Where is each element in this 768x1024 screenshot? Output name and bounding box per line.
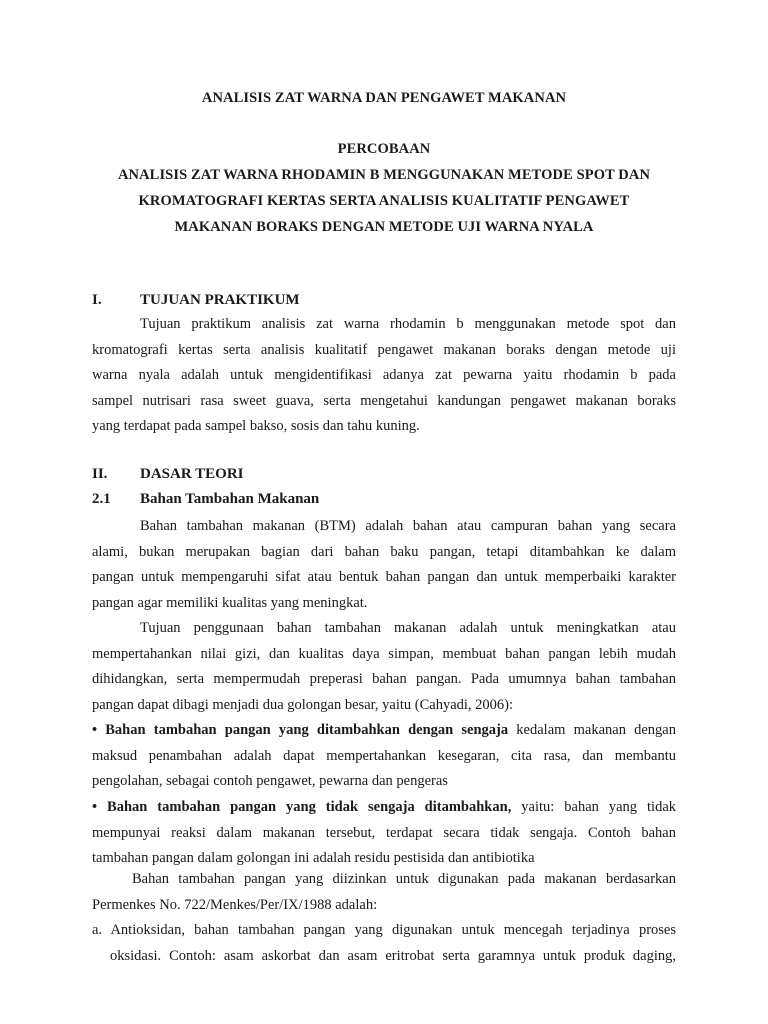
text-line: a. Antioksidan, bahan tambahan pangan yang digunakan untuk mencegah terjadinya proses [92,922,676,938]
text-line: maksud penambahan adalah dapat mempertahankan kesegaran, cita rasa, dan membantu [92,747,676,764]
bullet-item-sengaja [92,718,676,795]
document-title: ANALISIS ZAT WARNA DAN PENGAWET MAKANAN [201,90,567,106]
bullet-bold-text: • Bahan tambahan pangan yang tidak sengaja ditambahkan, [92,799,512,815]
text-line: Tujuan praktikum analisis zat warna rhodamin b menggunakan metode spot dan [140,316,676,332]
subsection-label: Bahan Tambahan Makanan [140,491,320,507]
text-line: sampel nutrisari rasa sweet guava, serta mengetahui kandungan pengawet makanan boraks [92,392,676,409]
text-line [92,718,676,744]
bullet-text: yaitu: bahan yang tidak [511,799,677,815]
text-line: Permenkes No. 722/Menkes/Per/IX/1988 adalah: [92,896,378,913]
list-item-antioksidan [92,918,676,969]
text-line: tambahan pangan dalam golongan ini adalah residu pestisida dan antibiotika [92,850,535,866]
text-line: oksidasi. Contoh: asam askorbat dan asam eritrobat serta garamnya untuk produk daging, [110,947,676,964]
text-line: warna nyala adalah untuk mengidentifikasi adanya zat pewarna yaitu rhodamin b pada [92,367,676,383]
subtitle-line: PERCOBAAN [337,141,431,157]
experiment-subtitle [0,136,768,240]
text-line: alami, bukan merupakan bagian dari bahan baku pangan, tetapi ditambahkan ke dalam [92,543,676,560]
text-line: yang terdapat pada sampel bakso, sosis dan tahu kuning. [92,418,420,434]
subsection-heading-btm [92,489,319,509]
text-line: mempunyai reaksi dalam makanan tersebut, terdapat secara tidak sengaja. Contoh bahan [92,824,676,841]
section-label: TUJUAN PRAKTIKUM [140,292,300,308]
text-line: dihidangkan, serta mempermudah preperasi bahan pangan. Pada umumnya bahan tambahan [92,671,676,687]
subtitle-line: MAKANAN BORAKS DENGAN METODE UJI WARNA NYALA [174,219,594,235]
bullet-item-tidak-sengaja [92,795,676,872]
text-line: Bahan tambahan makanan (BTM) adalah bahan atau campuran bahan yang secara [140,518,676,534]
subtitle-line: ANALISIS ZAT WARNA RHODAMIN B MENGGUNAKAN METODE SPOT DAN [117,167,651,183]
subsection-number: 2.1 [92,491,111,507]
text-line: mempertahankan nilai gizi, dan kualitas daya simpan, membuat bahan pangan lebih mudah [92,645,676,662]
paragraph-permenkes [92,867,676,918]
section-number: I. [92,292,102,308]
paragraph-btm-definition [92,514,676,616]
paragraph-btm-purpose [92,616,676,718]
text-line: pangan untuk mempengaruhi sifat atau bentuk bahan pangan dan untuk memperbaiki karakter [92,569,676,585]
subtitle-line: KROMATOGRAFI KERTAS SERTA ANALISIS KUALITATIF PENGAWET [138,193,630,209]
text-line: kromatografi kertas serta analisis kualitatif pengawet makanan boraks dengan metode uji [92,341,676,358]
bullet-bold-text: • Bahan tambahan pangan yang ditambahkan dengan sengaja [92,722,509,738]
text-line: pangan agar memiliki kualitas yang meningkat. [92,594,368,611]
section-heading-dasar-teori [92,464,244,484]
section-label: DASAR TEORI [140,466,244,482]
text-line: Tujuan penggunaan bahan tambahan makanan adalah untuk meningkatkan atau [140,620,676,636]
text-line [92,795,676,821]
text-line: pengolahan, sebagai contoh pengawet, pewarna dan pengeras [92,773,448,789]
bullet-text: kedalam makanan dengan [508,722,676,738]
section-heading-tujuan [92,290,300,310]
section-number: II. [92,466,108,482]
text-line: pangan dapat dibagi menjadi dua golongan besar, yaitu (Cahyadi, 2006): [92,696,514,713]
text-line: Bahan tambahan pangan yang diizinkan untuk digunakan pada makanan berdasarkan [132,871,676,887]
paragraph-tujuan [92,312,676,440]
